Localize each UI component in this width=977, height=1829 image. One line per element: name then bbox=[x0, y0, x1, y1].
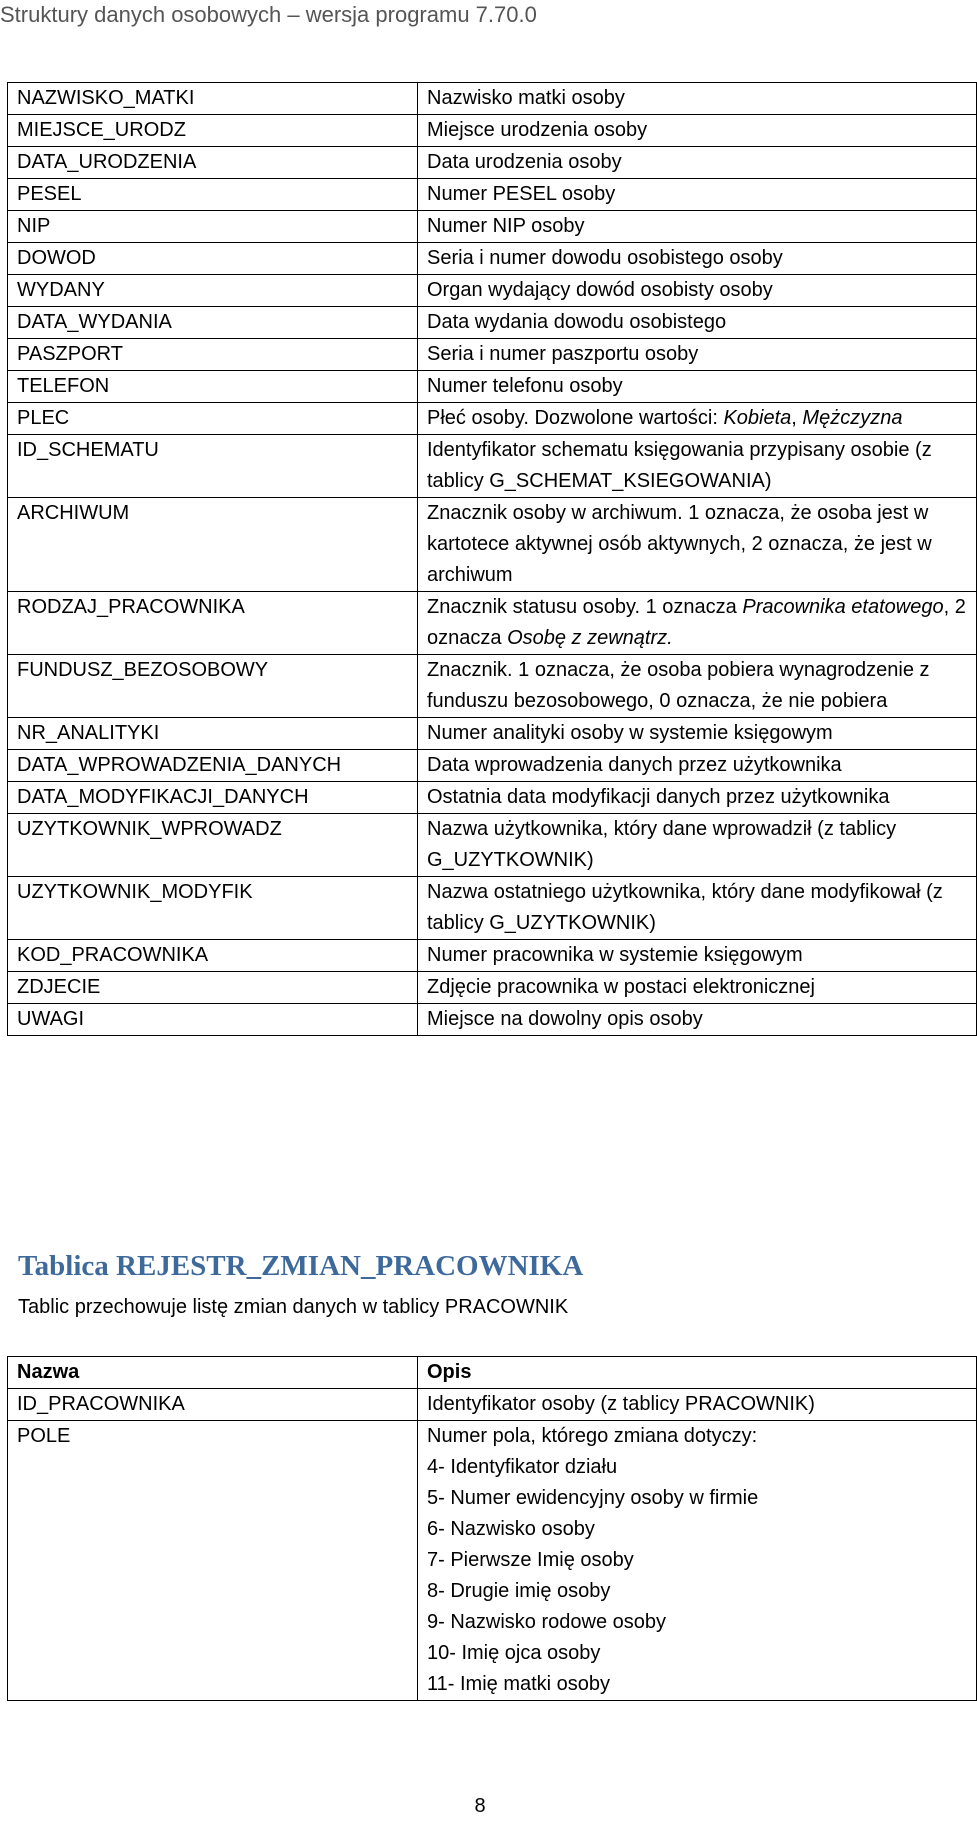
field-name-cell: ID_SCHEMATU bbox=[8, 435, 418, 498]
field-name-cell: PASZPORT bbox=[8, 339, 418, 371]
field-name-cell: UZYTKOWNIK_WPROWADZ bbox=[8, 814, 418, 877]
header-desc-cell: Opis bbox=[418, 1357, 977, 1389]
desc-text: Płeć osoby. Dozwolone wartości: bbox=[427, 407, 724, 429]
page-number: 8 bbox=[474, 1795, 486, 1817]
table-row bbox=[8, 877, 977, 940]
table-row bbox=[8, 435, 977, 498]
desc-line: 9- Nazwisko rodowe osoby bbox=[427, 1611, 666, 1633]
desc-line: 4- Identyfikator działu bbox=[427, 1456, 618, 1478]
table-row bbox=[8, 1004, 977, 1036]
fields-table-body bbox=[8, 83, 977, 1036]
field-desc-cell bbox=[418, 1421, 977, 1701]
italic-value: Mężczyzna bbox=[802, 407, 903, 429]
table-row bbox=[8, 1421, 977, 1701]
field-desc-cell: Numer telefonu osoby bbox=[418, 371, 977, 403]
field-desc-cell: Miejsce urodzenia osoby bbox=[418, 115, 977, 147]
field-name-cell: DOWOD bbox=[8, 243, 418, 275]
field-name-cell: NIP bbox=[8, 211, 418, 243]
field-name-cell: ARCHIWUM bbox=[8, 498, 418, 592]
field-name-cell: KOD_PRACOWNIKA bbox=[8, 940, 418, 972]
field-desc-cell: Seria i numer paszportu osoby bbox=[418, 339, 977, 371]
table-row bbox=[8, 243, 977, 275]
field-name-cell: UZYTKOWNIK_MODYFIK bbox=[8, 877, 418, 940]
field-name-cell: NAZWISKO_MATKI bbox=[8, 83, 418, 115]
table-row bbox=[8, 115, 977, 147]
field-desc-cell: Numer PESEL osoby bbox=[418, 179, 977, 211]
field-name-cell: DATA_URODZENIA bbox=[8, 147, 418, 179]
desc-line: 8- Drugie imię osoby bbox=[427, 1580, 611, 1602]
field-desc-cell: Znacznik osoby w archiwum. 1 oznacza, że osoba jest w kartotece aktywnej osób aktywnych, 2 oznacza, że jest w archiwum bbox=[418, 498, 977, 592]
field-desc-cell: Numer pracownika w systemie księgowym bbox=[418, 940, 977, 972]
section-title: Tablica REJESTR_ZMIAN_PRACOWNIKA bbox=[18, 1250, 584, 1282]
fields-table bbox=[7, 82, 977, 1036]
field-name-cell: RODZAJ_PRACOWNIKA bbox=[8, 592, 418, 655]
desc-text: , bbox=[791, 407, 803, 429]
desc-line: 7- Pierwsze Imię osoby bbox=[427, 1549, 634, 1571]
field-name-cell: NR_ANALITYKI bbox=[8, 718, 418, 750]
field-name-cell: TELEFON bbox=[8, 371, 418, 403]
field-desc-cell: Data urodzenia osoby bbox=[418, 147, 977, 179]
desc-text: Znacznik statusu osoby. 1 oznacza bbox=[427, 596, 743, 618]
table-row bbox=[8, 211, 977, 243]
change-log-table bbox=[7, 1356, 977, 1701]
section-description: Tablic przechowuje listę zmian danych w tablicy PRACOWNIK bbox=[18, 1296, 569, 1318]
table-row bbox=[8, 814, 977, 877]
field-desc-cell: Identyfikator schematu księgowania przypisany osobie (z tablicy G_SCHEMAT_KSIEGOWANIA) bbox=[418, 435, 977, 498]
field-name-cell: DATA_WYDANIA bbox=[8, 307, 418, 339]
table-row bbox=[8, 179, 977, 211]
field-desc-cell bbox=[418, 592, 977, 655]
field-name-cell: MIEJSCE_URODZ bbox=[8, 115, 418, 147]
table-row bbox=[8, 592, 977, 655]
italic-value: Osobę z zewnątrz. bbox=[507, 627, 673, 649]
desc-line: Numer pola, którego zmiana dotyczy: bbox=[427, 1425, 758, 1447]
field-desc-cell: Data wydania dowodu osobistego bbox=[418, 307, 977, 339]
table-row bbox=[8, 307, 977, 339]
field-desc-cell: Miejsce na dowolny opis osoby bbox=[418, 1004, 977, 1036]
field-name-cell: ZDJECIE bbox=[8, 972, 418, 1004]
table-row bbox=[8, 1389, 977, 1421]
field-name-cell: ID_PRACOWNIKA bbox=[8, 1389, 418, 1421]
field-desc-cell bbox=[418, 403, 977, 435]
field-desc-cell: Identyfikator osoby (z tablicy PRACOWNIK) bbox=[418, 1389, 977, 1421]
field-name-cell: WYDANY bbox=[8, 275, 418, 307]
field-name-cell: DATA_MODYFIKACJI_DANYCH bbox=[8, 782, 418, 814]
field-desc-cell: Seria i numer dowodu osobistego osoby bbox=[418, 243, 977, 275]
desc-line: 6- Nazwisko osoby bbox=[427, 1518, 595, 1540]
field-desc-cell: Ostatnia data modyfikacji danych przez użytkownika bbox=[418, 782, 977, 814]
field-desc-cell: Nazwa ostatniego użytkownika, który dane modyfikował (z tablicy G_UZYTKOWNIK) bbox=[418, 877, 977, 940]
table-row bbox=[8, 782, 977, 814]
table-row bbox=[8, 655, 977, 718]
italic-value: Pracownika etatowego bbox=[742, 596, 944, 618]
header-name-cell: Nazwa bbox=[8, 1357, 418, 1389]
field-name-cell: UWAGI bbox=[8, 1004, 418, 1036]
page-header: Struktury danych osobowych – wersja programu 7.70.0 bbox=[0, 2, 537, 27]
field-name-cell: DATA_WPROWADZENIA_DANYCH bbox=[8, 750, 418, 782]
field-name-cell: PLEC bbox=[8, 403, 418, 435]
field-desc-cell: Numer analityki osoby w systemie księgowym bbox=[418, 718, 977, 750]
field-desc-cell: Numer NIP osoby bbox=[418, 211, 977, 243]
desc-line: 11- Imię matki osoby bbox=[427, 1673, 611, 1695]
field-desc-cell: Data wprowadzenia danych przez użytkownika bbox=[418, 750, 977, 782]
field-desc-cell: Nazwa użytkownika, który dane wprowadził (z tablicy G_UZYTKOWNIK) bbox=[418, 814, 977, 877]
desc-line: 5- Numer ewidencyjny osoby w firmie bbox=[427, 1487, 759, 1509]
table-row bbox=[8, 940, 977, 972]
table-header-row bbox=[8, 1357, 977, 1389]
table-row bbox=[8, 83, 977, 115]
table-row bbox=[8, 972, 977, 1004]
field-name-cell: PESEL bbox=[8, 179, 418, 211]
field-desc-cell: Organ wydający dowód osobisty osoby bbox=[418, 275, 977, 307]
table-row bbox=[8, 275, 977, 307]
table-row bbox=[8, 371, 977, 403]
field-name-cell: FUNDUSZ_BEZOSOBOWY bbox=[8, 655, 418, 718]
table-row bbox=[8, 339, 977, 371]
table-row bbox=[8, 403, 977, 435]
field-desc-cell: Znacznik. 1 oznacza, że osoba pobiera wynagrodzenie z funduszu bezosobowego, 0 oznacza, że nie pobiera bbox=[418, 655, 977, 718]
desc-text: , 2 oznacza bbox=[427, 596, 966, 649]
table-row bbox=[8, 147, 977, 179]
italic-value: Kobieta bbox=[723, 407, 792, 429]
table-row bbox=[8, 498, 977, 592]
field-name-cell: POLE bbox=[8, 1421, 418, 1701]
desc-line: 10- Imię ojca osoby bbox=[427, 1642, 601, 1664]
table-row bbox=[8, 750, 977, 782]
field-desc-cell: Nazwisko matki osoby bbox=[418, 83, 977, 115]
table-row bbox=[8, 718, 977, 750]
field-desc-cell: Zdjęcie pracownika w postaci elektronicznej bbox=[418, 972, 977, 1004]
